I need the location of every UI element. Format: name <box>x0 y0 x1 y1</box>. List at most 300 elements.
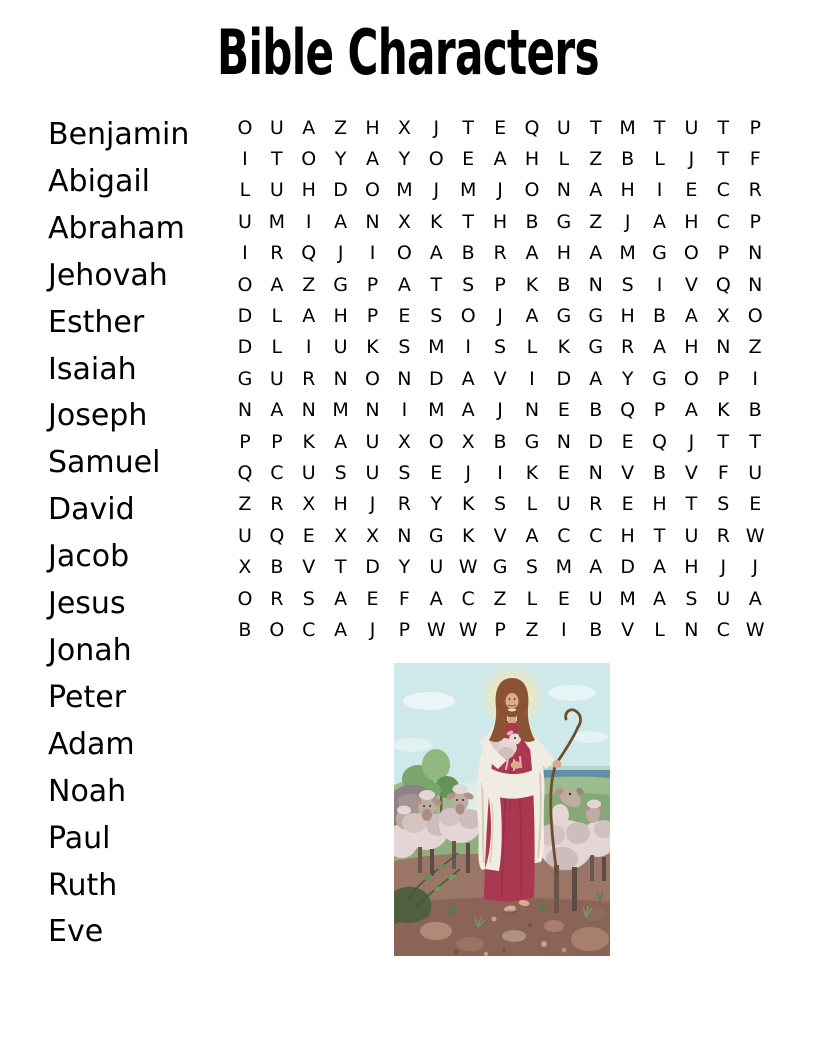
grid-letter: Q <box>524 116 540 139</box>
grid-letter: P <box>271 430 283 453</box>
grid-letter: O <box>237 116 253 139</box>
grid-letter: T <box>334 556 347 579</box>
grid-letter: Z <box>238 493 252 516</box>
grid-letter: C <box>270 461 284 484</box>
grid-letter: X <box>365 524 380 547</box>
grid-letter: H <box>492 210 508 233</box>
grid-letter: X <box>302 493 316 516</box>
grid-letter: N <box>716 336 731 359</box>
grid-letter: K <box>302 430 315 453</box>
grid-letter: U <box>237 524 252 547</box>
grid-letter: N <box>365 399 380 422</box>
grid-letter: O <box>460 305 476 328</box>
grid-letter: K <box>525 461 539 484</box>
grid-letter: X <box>461 430 475 453</box>
grid-letter: G <box>237 367 253 390</box>
grid-letter: A <box>302 305 316 328</box>
word-list-item: Esther <box>48 304 145 340</box>
grid-letter: T <box>685 493 698 516</box>
grid-letter: G <box>652 242 667 265</box>
grid-letter: M <box>619 587 636 610</box>
grid-letter: X <box>716 305 730 328</box>
grid-letter: I <box>242 242 248 265</box>
grid-letter: S <box>525 556 538 579</box>
grid-letter: H <box>333 305 348 328</box>
grid-letter: O <box>524 179 540 202</box>
grid-letter: A <box>334 430 348 453</box>
grid-letter: H <box>620 179 635 202</box>
grid-letter: J <box>433 116 440 139</box>
grid-letter: N <box>301 399 316 422</box>
grid-letter: A <box>653 336 667 359</box>
grid-letter: Q <box>237 461 253 484</box>
grid-letter: L <box>239 179 251 202</box>
grid-letter: F <box>717 461 729 484</box>
grid-letter: B <box>270 556 284 579</box>
grid-letter: G <box>556 210 572 233</box>
grid-letter: R <box>270 493 284 516</box>
grid-letter: S <box>462 273 475 296</box>
grid-letter: M <box>459 179 477 202</box>
grid-letter: S <box>685 587 698 610</box>
grid-letter: S <box>398 461 411 484</box>
grid-letter: O <box>683 367 699 390</box>
grid-letter: Q <box>620 399 636 422</box>
grid-letter: P <box>366 305 379 328</box>
grid-letter: A <box>684 399 698 422</box>
grid-letter: J <box>752 556 758 579</box>
letter-grid <box>229 112 771 646</box>
grid-letter: Y <box>430 493 443 516</box>
grid-letter: K <box>461 493 475 516</box>
grid-letter: U <box>429 556 444 579</box>
word-list-item: Peter <box>48 679 127 715</box>
grid-letter: N <box>588 461 603 484</box>
grid-letter: A <box>270 273 284 296</box>
grid-letter: C <box>302 618 316 641</box>
grid-letter: B <box>748 399 762 422</box>
grid-letter: C <box>589 524 603 547</box>
grid-letter: R <box>270 587 284 610</box>
grid-letter: D <box>237 336 253 359</box>
grid-letter: Z <box>493 587 507 610</box>
grid-letter: P <box>717 242 730 265</box>
grid-letter: S <box>430 305 443 328</box>
grid-letter: U <box>716 587 731 610</box>
grid-letter: Q <box>301 242 317 265</box>
grid-letter: H <box>684 336 699 359</box>
grid-letter: R <box>589 493 603 516</box>
grid-letter: Q <box>652 430 667 453</box>
grid-letter: H <box>652 493 667 516</box>
grid-letter: M <box>332 399 349 422</box>
grid-letter: P <box>398 618 411 641</box>
grid-letter: A <box>334 210 348 233</box>
grid-letter: G <box>588 305 604 328</box>
grid-letter: E <box>685 179 698 202</box>
grid-letter: B <box>621 148 635 171</box>
grid-letter: U <box>237 210 252 233</box>
grid-letter: R <box>748 179 762 202</box>
grid-letter: O <box>365 179 380 202</box>
grid-letter: X <box>397 430 411 453</box>
grid-letter: Z <box>589 148 603 171</box>
grid-letter: P <box>494 618 506 641</box>
grid-letter: R <box>302 367 316 390</box>
grid-letter: B <box>525 210 539 233</box>
grid-letter: R <box>716 524 730 547</box>
grid-letter: P <box>749 210 761 233</box>
word-list-item: Noah <box>48 773 127 809</box>
grid-letter: D <box>237 305 253 328</box>
grid-letter: V <box>684 461 698 484</box>
grid-letter: S <box>398 336 411 359</box>
grid-letter: P <box>239 430 251 453</box>
grid-letter: N <box>748 273 763 296</box>
grid-letter: O <box>396 242 412 265</box>
grid-letter: M <box>268 210 286 233</box>
grid-letter: U <box>748 461 763 484</box>
grid-letter: A <box>525 524 539 547</box>
grid-letter: E <box>749 493 762 516</box>
grid-letter: X <box>334 524 348 547</box>
grid-letter: X <box>397 210 411 233</box>
grid-letter: E <box>366 587 379 610</box>
grid-letter: D <box>365 556 380 579</box>
grid-letter: E <box>398 305 411 328</box>
grid-letter: S <box>717 493 730 516</box>
word-list-item: Paul <box>48 820 111 856</box>
grid-letter: I <box>401 399 408 422</box>
grid-letter: L <box>526 587 538 610</box>
word-list-item: Jehovah <box>48 257 168 293</box>
grid-letter: H <box>620 524 635 547</box>
grid-letter: O <box>747 305 763 328</box>
grid-letter: F <box>398 587 410 610</box>
grid-letter: T <box>462 116 474 139</box>
grid-letter: G <box>428 524 444 547</box>
grid-letter: J <box>433 179 440 202</box>
word-list-item: Abraham <box>48 210 185 246</box>
word-list-item: Adam <box>48 726 135 762</box>
word-list-item: Eve <box>48 914 104 950</box>
grid-letter: A <box>589 242 603 265</box>
grid-letter: H <box>333 493 348 516</box>
grid-letter: K <box>525 273 539 296</box>
grid-letter: N <box>684 618 699 641</box>
grid-letter: T <box>717 116 730 139</box>
word-list-item: Jacob <box>48 539 130 575</box>
grid-letter: J <box>688 148 695 171</box>
grid-letter: V <box>684 273 698 296</box>
grid-letter: W <box>458 618 478 641</box>
grid-letter: Y <box>398 148 411 171</box>
grid-letter: B <box>589 399 603 422</box>
grid-letter: C <box>557 524 571 547</box>
grid-letter: O <box>301 148 317 171</box>
grid-letter: D <box>620 556 635 579</box>
grid-letter: G <box>556 305 572 328</box>
grid-letter: R <box>621 336 635 359</box>
grid-letter: A <box>429 242 443 265</box>
good-shepherd-illustration <box>394 663 610 956</box>
grid-letter: A <box>461 399 475 422</box>
grid-letter: I <box>656 273 663 296</box>
grid-letter: G <box>333 273 348 296</box>
grid-letter: Y <box>334 148 347 171</box>
grid-letter: B <box>557 273 571 296</box>
grid-letter: G <box>492 556 508 579</box>
grid-letter: J <box>720 556 727 579</box>
grid-letter: R <box>397 493 411 516</box>
grid-letter: A <box>653 210 667 233</box>
grid-letter: V <box>621 461 635 484</box>
grid-letter: A <box>366 148 379 171</box>
grid-letter: K <box>366 336 379 359</box>
grid-letter: T <box>653 524 666 547</box>
grid-letter: T <box>749 430 761 453</box>
grid-letter: P <box>717 367 730 390</box>
grid-letter: X <box>238 556 252 579</box>
grid-letter: G <box>652 367 667 390</box>
grid-letter: A <box>589 179 603 202</box>
grid-letter: A <box>429 587 443 610</box>
grid-letter: U <box>684 116 699 139</box>
grid-letter: L <box>654 148 665 171</box>
grid-letter: K <box>557 336 571 359</box>
grid-letter: L <box>558 148 570 171</box>
grid-letter: E <box>621 430 634 453</box>
word-list-item: Joseph <box>48 398 148 434</box>
grid-letter: U <box>333 336 348 359</box>
grid-letter: U <box>269 116 284 139</box>
grid-letter: J <box>465 461 471 484</box>
grid-letter: W <box>426 618 446 641</box>
grid-letter: R <box>493 242 507 265</box>
grid-letter: H <box>684 556 699 579</box>
grid-letter: A <box>493 148 507 171</box>
grid-letter: A <box>270 399 284 422</box>
grid-letter: O <box>269 618 285 641</box>
grid-letter: B <box>589 618 603 641</box>
grid-letter: J <box>497 399 503 422</box>
grid-letter: N <box>397 367 412 390</box>
grid-letter: F <box>749 148 761 171</box>
grid-letter: T <box>717 148 730 171</box>
grid-letter: B <box>493 430 507 453</box>
grid-letter: E <box>302 524 315 547</box>
grid-letter: U <box>365 461 380 484</box>
grid-letter: G <box>588 336 604 359</box>
grid-letter: A <box>302 116 316 139</box>
grid-letter: A <box>589 556 603 579</box>
grid-letter: N <box>748 242 763 265</box>
grid-letter: T <box>589 116 602 139</box>
grid-letter: K <box>430 210 443 233</box>
grid-letter: W <box>458 556 478 579</box>
grid-letter: A <box>684 305 698 328</box>
grid-letter: O <box>237 587 253 610</box>
grid-letter: Z <box>302 273 316 296</box>
grid-letter: N <box>365 210 380 233</box>
grid-letter: B <box>653 305 667 328</box>
grid-letter: V <box>493 524 507 547</box>
grid-letter: E <box>462 148 475 171</box>
grid-letter: O <box>428 430 444 453</box>
word-list <box>48 112 189 956</box>
grid-letter: C <box>716 618 730 641</box>
grid-letter: H <box>684 210 699 233</box>
grid-letter: C <box>461 587 475 610</box>
grid-letter: A <box>525 305 539 328</box>
grid-letter: J <box>624 210 631 233</box>
puzzle-title: Bible Characters <box>217 16 599 89</box>
grid-letter: U <box>556 116 571 139</box>
word-list-item: Jonah <box>48 632 132 668</box>
grid-letter: T <box>271 148 283 171</box>
grid-letter: O <box>237 273 253 296</box>
grid-letter: I <box>561 618 567 641</box>
grid-letter: S <box>621 273 634 296</box>
grid-letter: H <box>301 179 316 202</box>
word-list-item: Ruth <box>48 867 118 903</box>
word-list-item: David <box>48 492 135 528</box>
grid-letter: P <box>366 273 379 296</box>
grid-letter: A <box>589 367 603 390</box>
grid-letter: I <box>305 210 312 233</box>
grid-letter: V <box>493 367 507 390</box>
grid-letter: B <box>461 242 475 265</box>
grid-letter: I <box>752 367 758 390</box>
grid-letter: E <box>430 461 443 484</box>
grid-letter: L <box>526 493 538 516</box>
grid-letter: A <box>653 587 667 610</box>
grid-letter: A <box>334 618 348 641</box>
grid-letter: N <box>333 367 348 390</box>
grid-letter: N <box>237 399 253 422</box>
grid-letter: E <box>557 399 570 422</box>
word-list-item: Samuel <box>48 445 161 481</box>
grid-letter: E <box>557 461 570 484</box>
grid-letter: O <box>428 148 444 171</box>
grid-letter: M <box>619 242 636 265</box>
grid-letter: A <box>397 273 411 296</box>
word-list-item: Benjamin <box>48 117 190 152</box>
grid-letter: E <box>494 116 507 139</box>
grid-letter: N <box>524 399 540 422</box>
grid-letter: H <box>620 305 635 328</box>
grid-letter: H <box>524 148 540 171</box>
grid-letter: Z <box>748 336 762 359</box>
grid-letter: S <box>494 336 507 359</box>
grid-letter: D <box>333 179 348 202</box>
grid-letter: U <box>269 179 284 202</box>
grid-letter: A <box>334 587 348 610</box>
grid-letter: L <box>526 336 538 359</box>
grid-letter: W <box>745 618 765 641</box>
grid-letter: Y <box>398 556 411 579</box>
grid-letter: I <box>497 461 503 484</box>
grid-letter: J <box>497 305 503 328</box>
grid-letter: J <box>688 430 695 453</box>
grid-letter: J <box>497 179 503 202</box>
grid-letter: G <box>524 430 540 453</box>
grid-letter: T <box>430 273 443 296</box>
grid-letter: A <box>525 242 539 265</box>
word-list-item: Abigail <box>48 163 150 199</box>
grid-letter: I <box>369 242 376 265</box>
grid-letter: Z <box>525 618 539 641</box>
grid-letter: T <box>653 116 666 139</box>
grid-letter: E <box>621 493 634 516</box>
grid-letter: D <box>428 367 444 390</box>
grid-letter: E <box>557 587 570 610</box>
grid-letter: S <box>302 587 315 610</box>
grid-letter: L <box>654 618 665 641</box>
word-list-item: Isaiah <box>48 351 137 387</box>
grid-letter: I <box>656 179 663 202</box>
grid-letter: P <box>653 399 666 422</box>
grid-letter: U <box>269 367 284 390</box>
grid-letter: L <box>271 336 283 359</box>
grid-letter: B <box>653 461 667 484</box>
grid-letter: Q <box>269 524 285 547</box>
grid-letter: D <box>588 430 604 453</box>
grid-letter: J <box>369 618 376 641</box>
grid-letter: I <box>465 336 471 359</box>
grid-letter: K <box>461 524 475 547</box>
grid-letter: M <box>428 399 445 422</box>
grid-letter: T <box>717 430 730 453</box>
grid-letter: H <box>365 116 380 139</box>
grid-letter: Q <box>715 273 731 296</box>
grid-letter: A <box>748 587 762 610</box>
grid-letter: I <box>305 336 312 359</box>
grid-letter: P <box>494 273 506 296</box>
grid-letter: M <box>555 556 573 579</box>
grid-letter: N <box>397 524 412 547</box>
grid-letter: X <box>397 116 411 139</box>
grid-letter: M <box>396 179 413 202</box>
grid-letter: H <box>556 242 571 265</box>
grid-letter: C <box>716 210 730 233</box>
grid-letter: V <box>621 618 635 641</box>
grid-letter: W <box>745 524 765 547</box>
grid-letter: T <box>462 210 474 233</box>
good-shepherd-image <box>394 663 610 956</box>
grid-letter: M <box>428 336 445 359</box>
grid-letter: U <box>365 430 380 453</box>
grid-letter: N <box>556 179 571 202</box>
grid-letter: R <box>270 242 284 265</box>
grid-letter: L <box>271 305 283 328</box>
grid-letter: U <box>588 587 603 610</box>
grid-letter: I <box>242 148 248 171</box>
grid-letter: O <box>365 367 380 390</box>
grid-letter: O <box>683 242 699 265</box>
grid-letter: K <box>717 399 730 422</box>
grid-letter: J <box>369 493 376 516</box>
grid-letter: B <box>238 618 252 641</box>
grid-letter: A <box>461 367 475 390</box>
grid-letter: N <box>556 430 571 453</box>
grid-letter: Z <box>334 116 348 139</box>
grid-letter: U <box>556 493 571 516</box>
grid-letter: C <box>716 179 730 202</box>
grid-letter: S <box>494 493 507 516</box>
grid-letter: S <box>334 461 347 484</box>
grid-letter: D <box>556 367 572 390</box>
